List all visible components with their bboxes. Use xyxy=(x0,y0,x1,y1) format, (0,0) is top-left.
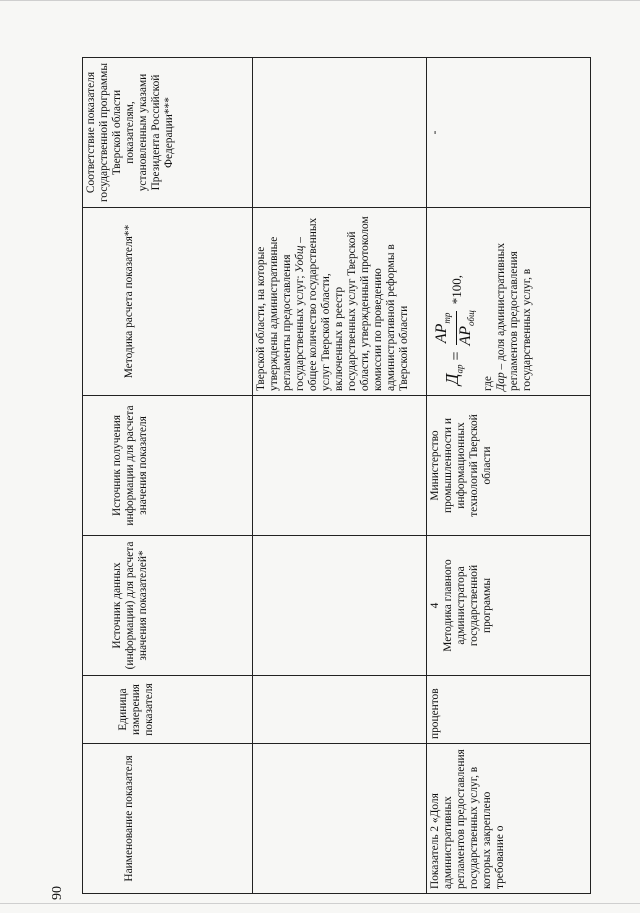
row-method-cell xyxy=(427,208,591,396)
cont-unit-cell xyxy=(253,676,427,744)
formula-num-text: АР xyxy=(433,323,450,344)
formula-lhs-letter: Д xyxy=(442,373,463,385)
header-info-source xyxy=(83,396,253,536)
header-unit xyxy=(83,676,253,744)
cont-method-var: Уобщ xyxy=(294,245,306,273)
row-column-number: 4 xyxy=(429,602,441,609)
cont-name-cell xyxy=(253,744,427,894)
formula-den-text: АР xyxy=(457,325,475,346)
row-name-text: Показатель 2 «Доля административных регламентов предоставления государственных услуг, в которых закреплено требование о xyxy=(429,749,506,889)
table-header-row xyxy=(83,58,253,894)
continuation-row xyxy=(253,58,427,894)
row-conformity-dash: - xyxy=(429,130,441,135)
cont-method-cell xyxy=(253,208,427,396)
scan-edge-top xyxy=(0,0,640,1)
indicators-table xyxy=(82,57,591,894)
formula-lhs-sub: ар xyxy=(454,364,465,374)
indicator-2-row xyxy=(427,58,591,894)
method-var-line xyxy=(495,212,534,391)
formula-fraction xyxy=(433,308,480,347)
page-number: 90 xyxy=(50,886,65,900)
method-where: где xyxy=(482,376,495,391)
formula xyxy=(433,212,480,385)
formula-rhs: *100, xyxy=(449,275,465,305)
row-info-source-cell xyxy=(427,396,591,536)
header-name xyxy=(83,744,253,894)
scan-edge-bottom xyxy=(0,903,640,904)
formula-numerator xyxy=(433,311,457,346)
method-var: Дар xyxy=(495,372,508,391)
formula-num-sub: тр xyxy=(442,312,453,324)
row-unit-cell xyxy=(427,676,591,744)
header-name-text: Наименование показателя xyxy=(123,755,135,882)
formula-lhs xyxy=(442,364,467,385)
cont-data-source-cell xyxy=(253,536,427,676)
method-var-text: – доля административных регламентов предоставления государственных услуг, в xyxy=(495,242,534,391)
rotated-table-container xyxy=(82,58,590,894)
header-unit-text: Единица измерения показателя xyxy=(117,683,155,736)
cont-conformity-cell xyxy=(253,58,427,208)
cont-method-var-text: – общее количество государственных услуг Тверской области, включенных в реестр государственных услуг Тверской области, утвержденный протоколом комиссии по проведению административной реформы в Тверской области xyxy=(294,216,410,391)
row-conformity-cell xyxy=(427,58,591,208)
header-data-source xyxy=(83,536,253,676)
header-conformity xyxy=(83,58,253,208)
formula-equals: = xyxy=(448,351,466,361)
header-info-source-text: Источник получения информации для расчета значения показателя xyxy=(111,405,149,526)
header-data-source-text: Источник данных (информации) для расчета значения показателей* xyxy=(111,541,149,670)
header-method xyxy=(83,208,253,396)
cont-method-text: Тверской области, на которые утверждены административные регламенты предоставления государственных услуг; xyxy=(255,236,306,391)
formula-den-sub: общ xyxy=(466,310,477,326)
row-unit-text: процентов xyxy=(429,688,441,739)
row-data-source-cell xyxy=(427,536,591,676)
formula-denominator xyxy=(457,308,480,347)
page-number-holder xyxy=(18,440,65,900)
row-info-source-text: Министерство промышленности и информационных технологий Тверской области xyxy=(429,414,493,517)
header-method-text: Методика расчета показателя** xyxy=(123,224,135,379)
header-conformity-text: Соответствие показателя государственной программы Тверской области показателям, установленным указами Президента Российской Федерации*** xyxy=(85,63,175,203)
row-name-cell xyxy=(427,744,591,894)
row-data-source-text: Методика главного администратора государственной программы xyxy=(442,559,493,652)
cont-info-source-cell xyxy=(253,396,427,536)
